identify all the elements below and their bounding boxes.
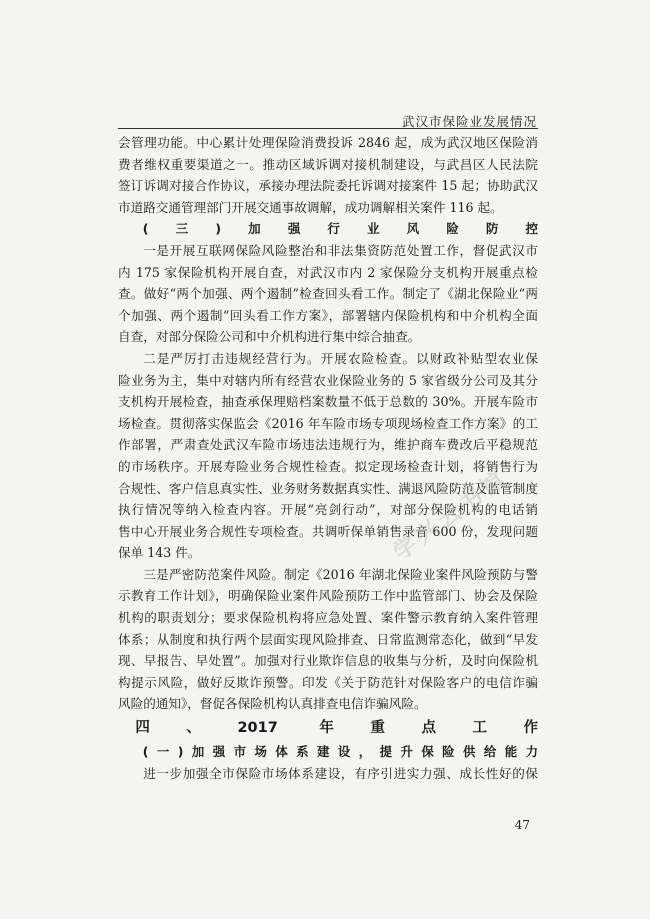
text-line: 示教育工作计划》，明确保险业案件风险预防工作中监管部门、协会及保险 [118, 588, 538, 604]
text-line: 机构的职责划分；要求保险机构将应急处置、案件警示教育纳入案件管理 [118, 610, 538, 626]
text-line: 场检查。贯彻落实保监会《2016 年车险市场专项现场检查工作方案》的工 [118, 415, 538, 431]
paragraph-3 [118, 564, 538, 715]
text-line: 签订诉调对接合作协议，承接办理法院委托诉调对接案件 15 起；协助武汉 [118, 178, 538, 194]
text-line: 售中心开展业务合规性专项检查。共调听保单销售录音 600 份，发现问题 [118, 523, 538, 539]
subsection-heading: (一)加强市场体系建设，提升保险供给能力 [142, 744, 538, 760]
text-line: 一是开展互联网保险风险整治和非法集资防范处置工作，督促武汉市 [143, 242, 538, 258]
text-line: 构提示风险，做好反欺诈预警。印发《关于防范针对保险客户的电信诈骗 [118, 674, 538, 690]
text-line: 查。做好“两个加强、两个遏制”检查回头看工作。制定了《湖北保险业“两 [118, 286, 538, 302]
body-text [118, 132, 538, 784]
paragraph-2 [118, 348, 538, 564]
paragraph-4 [118, 763, 538, 785]
library-watermark: 学兴云书馆 [388, 465, 514, 566]
text-line: 进一步加强全市保险市场体系建设，有序引进实力强、成长性好的保 [143, 765, 538, 781]
text-line: 体系；从制度和执行两个层面实现风险排查、日常监测常态化，做到“早发 [118, 631, 538, 647]
paragraph-1 [118, 240, 538, 348]
text-line: 二是严厉打击违规经营行为。开展农险检查。以财政补贴型农业保 [143, 350, 538, 366]
section-heading: 四、2017 年重点工作 [135, 720, 538, 737]
text-line: 费者维权重要渠道之一。推动区域诉调对接机制建设，与武昌区人民法院 [118, 156, 538, 172]
text-line: 支机构开展检查，抽查承保理赔档案数量不低于总数的 30%。开展车险市 [118, 394, 538, 410]
running-header: 武汉市保险业发展情况 [401, 114, 537, 129]
text-line: 自查，对部分保险公司和中介机构进行集中综合抽查。 [118, 329, 421, 345]
header-rule [118, 128, 538, 129]
text-line: 内 175 家保险机构开展自查，对武汉市内 2 家保险分支机构开展重点检 [118, 264, 538, 280]
text-line: 保单 143 件。 [118, 545, 201, 561]
text-line: 会管理功能。中心累计处理保险消费投诉 2846 起，成为武汉地区保险消 [118, 135, 538, 150]
text-line: 险业务为主，集中对辖内所有经营农业保险业务的 5 家省级分公司及其分 [118, 372, 538, 388]
text-line: 市道路交通管理部门开展交通事故调解，成功调解相关案件 116 起。 [118, 199, 503, 215]
page-number: 47 [514, 818, 530, 832]
intro-paragraph [118, 132, 538, 218]
text-line: 执行情况等纳入检查内容。开展“亮剑行动”，对部分保险机构的电话销 [118, 502, 538, 518]
text-line: 作部署，严肃查处武汉车险市场违法违规行为，维护商车费改后平稳规范 [118, 437, 538, 453]
text-line: 的市场秩序。开展寿险业务合规性检查。拟定现场检查计划，将销售行为 [118, 458, 538, 474]
text-line: 合规性、客户信息真实性、业务财务数据真实性、满退风险防范及监管制度 [118, 480, 538, 496]
text-line: 风险的通知》，督促各保险机构认真排查电信诈骗风险。 [118, 696, 427, 712]
subsection-heading: (三)加强行业风险防控 [142, 221, 538, 237]
text-line: 三是严密防范案件风险。制定《2016 年湖北保险业案件风险预防与警 [143, 566, 538, 582]
text-line: 个加强、两个遏制”回头看工作方案》，部署辖内保险机构和中介机构全面 [118, 307, 538, 323]
text-line: 现、早报告、早处置”。加强对行业欺诈信息的收集与分析，及时向保险机 [118, 653, 538, 669]
